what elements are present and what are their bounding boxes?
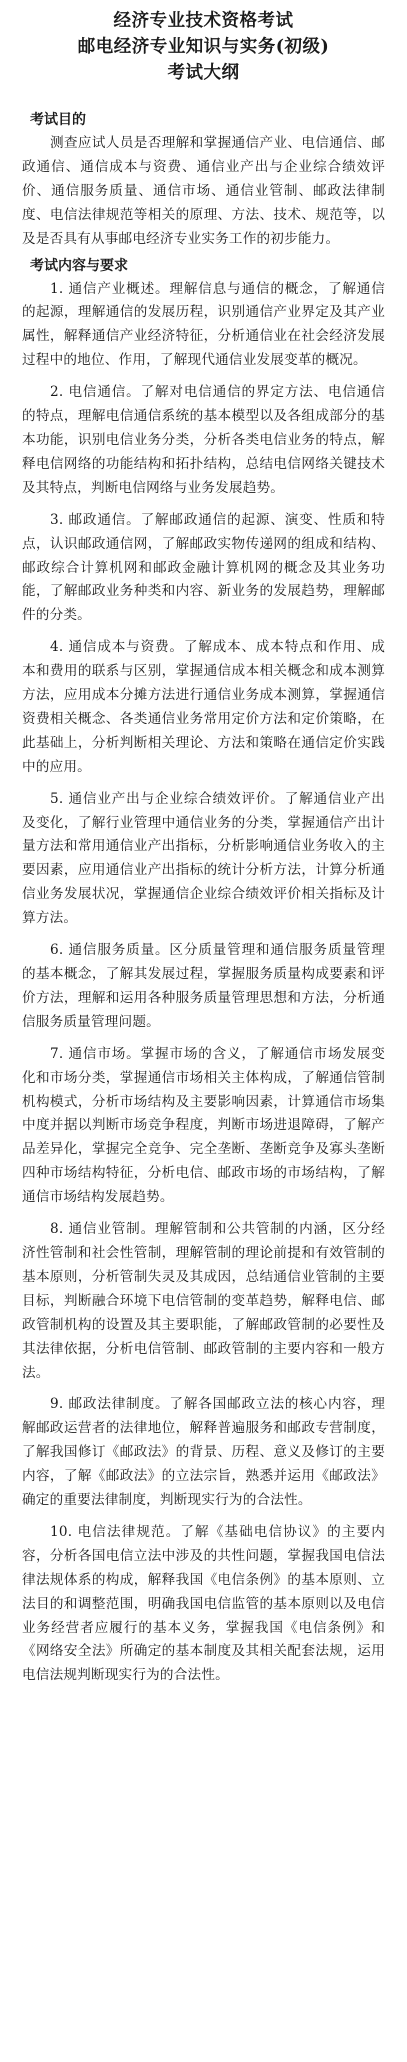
content-item-8: [22, 1218, 385, 1385]
item-label: 8. 通信业管制。: [50, 1221, 155, 1238]
item-label: 5. 通信业产出与企业综合绩效评价。: [50, 790, 285, 807]
content-item-5: [22, 788, 385, 931]
item-text: 掌握市场的含义，了解通信市场发展变化和市场分类，掌握通信市场相关主体构成，了解通信管制机构模式，分析市场结构及主要影响因素，计算通信市场集中度并据以判断市场竞争程度，判断市场进退障碍，了解产品差异化，掌握完全竞争、完全垄断、垄断竞争及寡头垄断四种市场结构特征，分析电信、邮政市场的市场结构，了解通信市场结构发展趋势。: [22, 1045, 386, 1206]
content-item-2: [22, 381, 385, 501]
purpose-paragraph: 测查应试人员是否理解和掌握通信产业、电信通信、邮政通信、通信成本与资费、通信业产出与企业综合绩效评价、通信服务质量、通信市场、通信业管制、邮政法律制度、电信法律规范等相关的原理、方法、技术、规范等，以及是否具有从事邮电经济专业实务工作的初步能力。: [22, 135, 385, 247]
content-item-9: [22, 1393, 385, 1513]
item-label: 6. 通信服务质量。: [50, 942, 170, 959]
content-item-4: [22, 636, 385, 779]
content-item-1: [22, 278, 385, 374]
item-text: 了解对电信通信的界定方法、电信通信的特点，理解电信通信系统的基本模型以及各组成部分的基本功能，识别电信业务分类，分析各类电信业务的特点，解释电信网络的功能结构和拓扑结构，总结电信网络关键技术及其特点，判断电信网络与业务发展趋势。: [22, 384, 386, 496]
item-text: 理解管制和公共管制的内涵，区分经济性管制和社会性管制，理解管制的理论前提和有效管制的基本原则，分析管制失灵及其成因，总结通信业管制的主要目标，判断融合环境下电信管制的变革趋势，解释电信、邮政管制机构的设置及其主要职能，了解邮政管制的必要性及其法律依据，分析电信管制、邮政管制的主要内容和一般方法。: [22, 1221, 385, 1381]
item-label: 3. 邮政通信。: [50, 511, 141, 528]
item-text: 区分质量管理和通信服务质量管理的基本概念，了解其发展过程，掌握服务质量构成要素和评价方法，理解和运用各种服务质量管理思想和方法，分析通信服务质量管理问题。: [22, 942, 386, 1030]
content-item-7: [22, 1043, 385, 1210]
item-text: 理解信息与通信的概念，了解通信的起源，理解通信的发展历程，识别通信产业界定及其产业属性，解释通信产业经济特征，分析通信业在社会经济发展过程中的地位、作用，了解现代通信业发展变革的概况。: [22, 280, 386, 369]
item-label: 10. 电信法律规范。: [50, 1523, 181, 1540]
purpose-heading: 考试目的: [30, 112, 86, 128]
item-text: 了解《基础电信协议》的主要内容，分析各国电信立法中涉及的共性问题，掌握我国电信法律法规体系的构成，解释我国《电信条例》的基本原则、立法目的和调整范围，明确我国电信监管的基本原则以及电信业务经营者应履行的基本义务，掌握我国《电信条例》和《网络安全法》所确定的基本制度及其相关配套法规，运用电信法规判断现实行为的合法性。: [22, 1523, 385, 1684]
item-text: 了解成本、成本特点和作用、成本和费用的联系与区别，掌握通信成本相关概念和成本测算方法，应用成本分摊方法进行通信业务成本测算，掌握通信资费相关概念、各类通信业务常用定价方法和定价策略，在此基础上，分析判断相关理论、方法和策略在通信定价实践中的应用。: [22, 639, 385, 775]
item-text: 了解通信业产出及变化，了解行业管理中通信业务的分类，掌握通信产出计量方法和常用通信业产出指标，分析影响通信业务收入的主要因素，应用通信业产出指标的统计分析方法，计算分析通信业务发展状况，掌握通信企业综合绩效评价相关指标及计算方法。: [22, 790, 385, 927]
subject-title: 邮电经济专业知识与实务(初级): [77, 37, 330, 57]
title-block: [22, 8, 385, 86]
item-text: 了解邮政通信的起源、演变、性质和特点，认识邮政通信网，了解邮政实物传递网的组成和结构、邮政综合计算机网和邮政金融计算机网的概念及其业务功能，了解邮政业务种类和内容、新业务的发展趋势，理解邮件的分类。: [22, 511, 386, 624]
exam-title: 经济专业技术资格考试: [113, 11, 294, 31]
content-item-3: [22, 509, 385, 629]
item-text: 了解各国邮政立法的核心内容，理解邮政运营者的法律地位，解释普遍服务和邮政专营制度，了解我国修订《邮政法》的背景、历程、意义及修订的主要内容，了解《邮政法》的立法宗旨，熟悉并运用《邮政法》确定的重要法律制度，判断现实行为的合法性。: [22, 1396, 386, 1509]
item-label: 7. 通信市场。: [50, 1045, 141, 1062]
item-label: 1. 通信产业概述。: [50, 280, 170, 297]
content-item-10: [22, 1521, 385, 1688]
item-label: 2. 电信通信。: [50, 384, 141, 401]
content-heading: 考试内容与要求: [30, 257, 128, 274]
item-label: 9. 邮政法律制度。: [50, 1396, 170, 1413]
item-label: 4. 通信成本与资费。: [50, 639, 184, 656]
syllabus-title: 考试大纲: [167, 63, 240, 83]
content-item-6: [22, 939, 385, 1035]
